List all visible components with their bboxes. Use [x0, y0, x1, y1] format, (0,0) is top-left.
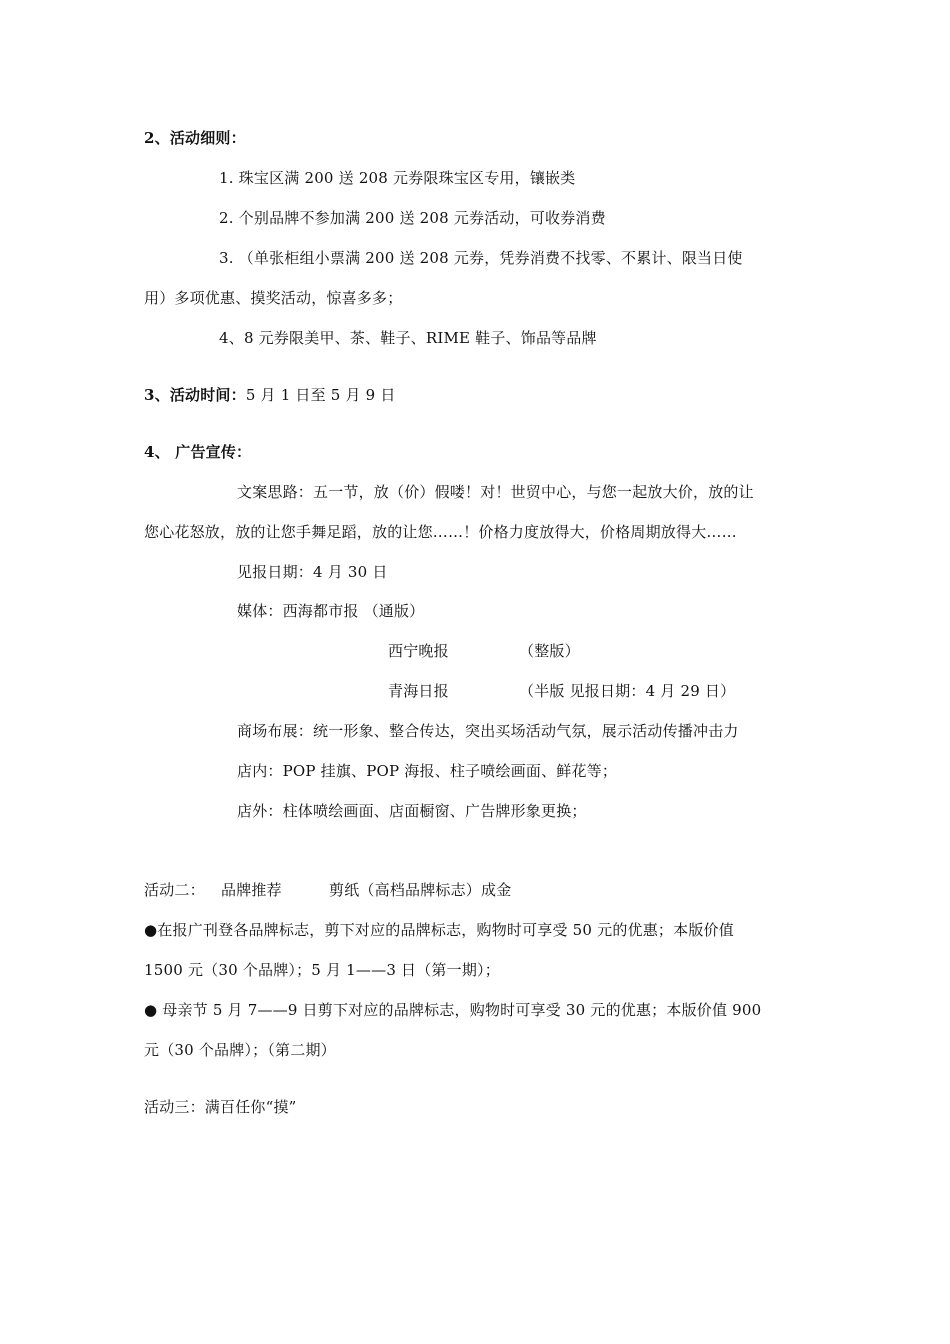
section-3-line — [144, 385, 396, 405]
activity-2-bullet-2-line-1: ● 母亲节 5 月 7——9 日剪下对应的品牌标志，购物时可享受 30 元的优惠；本版价值 900 — [144, 1001, 762, 1019]
outdoor-line: 店外：柱体喷绘画面、店面橱窗、广告牌形象更换； — [237, 802, 587, 820]
rule-4: 4、8 元券限美甲、茶、鞋子、RIME 鞋子、饰品等品牌 — [219, 329, 597, 347]
media-note-qinghai-daily: （半版 见报日期：4 月 29 日） — [519, 682, 736, 700]
media-name-qinghai-daily: 青海日报 — [388, 682, 449, 700]
section-3-heading: 3、活动时间： — [144, 386, 246, 404]
publish-date: 见报日期：4 月 30 日 — [237, 563, 388, 581]
rule-3-continuation: 用）多项优惠、摸奖活动，惊喜多多； — [144, 289, 403, 307]
activity-time-value: 5 月 1 日至 5 月 9 日 — [245, 386, 396, 404]
activity-3-title: 活动三：满百任你“摸” — [144, 1098, 297, 1116]
activity-2-bullet-2-line-2: 元（30 个品牌）；（第二期） — [144, 1041, 336, 1059]
media-label: 媒体：西海都市报 （通版） — [237, 602, 425, 620]
mall-layout-line: 商场布展：统一形象、整合传达，突出买场活动气氛，展示活动传播冲击力 — [237, 722, 739, 740]
activity-2-bullet-1-line-2: 1500 元（30 个品牌）；5 月 1——3 日（第一期）； — [144, 961, 500, 979]
rule-3: 3. （单张柜组小票满 200 送 208 元券，凭券消费不找零、不累计、限当日使 — [219, 249, 743, 267]
rule-1: 1. 珠宝区满 200 送 208 元券限珠宝区专用，镶嵌类 — [219, 169, 576, 187]
section-2-heading: 2、活动细则： — [144, 129, 246, 147]
media-note-xining-evening: （整版） — [519, 642, 580, 660]
activity-2-name: 品牌推荐 — [221, 881, 282, 899]
activity-2-description: 剪纸（高档品牌标志）成金 — [329, 881, 512, 899]
media-name-xining-evening: 西宁晚报 — [388, 642, 449, 660]
copy-idea-line-1: 文案思路：五一节，放（价）假喽！对！世贸中心，与您一起放大价，放的让 — [237, 483, 754, 501]
copy-idea-line-2: 您心花怒放，放的让您手舞足蹈，放的让您……！价格力度放得大，价格周期放得大…… — [144, 523, 737, 541]
indoor-line: 店内：POP 挂旗、POP 海报、柱子喷绘画面、鲜花等； — [237, 762, 618, 780]
activity-2-bullet-1-line-1: ●在报广刊登各品牌标志，剪下对应的品牌标志，购物时可享受 50 元的优惠；本版价值 — [144, 921, 734, 939]
activity-2-label: 活动二： — [144, 881, 205, 899]
rule-2: 2. 个别品牌不参加满 200 送 208 元券活动，可收券消费 — [219, 209, 606, 227]
section-4-heading: 4、 广告宣传： — [144, 443, 252, 461]
